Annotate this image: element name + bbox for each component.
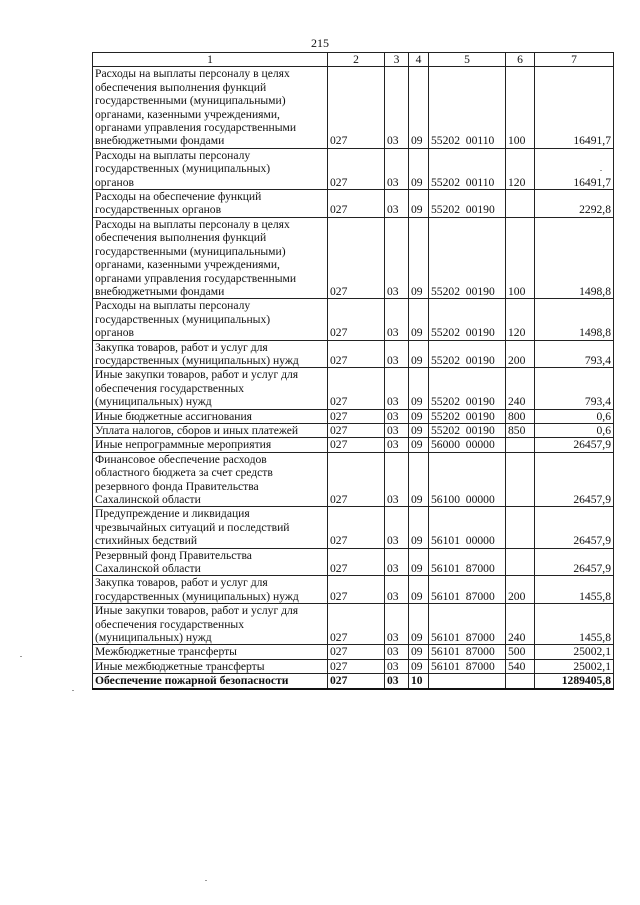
scan-speck [72, 690, 74, 691]
pr-cell: 09 [409, 507, 429, 548]
rz-cell: 03 [385, 438, 409, 452]
pr-cell: 09 [409, 409, 429, 423]
sum-cell: 1455,8 [535, 604, 614, 645]
ved-cell: 027 [328, 674, 385, 689]
pr-cell: 09 [409, 438, 429, 452]
rz-cell: 03 [385, 217, 409, 298]
sum-cell: 16491,7 [535, 67, 614, 148]
header-cell: 3 [385, 53, 409, 67]
sum-cell: 16491,7 [535, 148, 614, 189]
header-cell: 5 [429, 53, 506, 67]
sum-cell: 1498,8 [535, 217, 614, 298]
csr-cell: 56000 00000 [429, 438, 506, 452]
pr-cell: 09 [409, 368, 429, 409]
pr-cell: 09 [409, 340, 429, 368]
pr-cell: 09 [409, 148, 429, 189]
scan-speck [600, 170, 602, 171]
csr-cell: 55202 00190 [429, 217, 506, 298]
rz-cell: 03 [385, 645, 409, 659]
ved-cell: 027 [328, 340, 385, 368]
pr-cell: 09 [409, 190, 429, 218]
item-name-cell: Расходы на выплаты персоналу государственных (муниципальных) органов [93, 299, 328, 340]
sum-cell: 0,6 [535, 409, 614, 423]
rz-cell: 03 [385, 604, 409, 645]
budget-table [92, 52, 614, 690]
vr-cell: 540 [506, 659, 535, 673]
vr-cell: 120 [506, 299, 535, 340]
csr-cell: 56101 87000 [429, 604, 506, 645]
table-row [93, 299, 614, 340]
sum-cell: 793,4 [535, 368, 614, 409]
ved-cell: 027 [328, 299, 385, 340]
ved-cell: 027 [328, 507, 385, 548]
pr-cell: 09 [409, 452, 429, 507]
table-row [93, 67, 614, 148]
vr-cell: 500 [506, 645, 535, 659]
csr-cell: 55202 00190 [429, 190, 506, 218]
csr-cell: 56101 00000 [429, 507, 506, 548]
pr-cell: 10 [409, 674, 429, 689]
table-row [93, 148, 614, 189]
vr-cell: 240 [506, 368, 535, 409]
sum-cell: 0,6 [535, 423, 614, 437]
item-name-cell: Закупка товаров, работ и услуг для государственных (муниципальных) нужд [93, 576, 328, 604]
pr-cell: 09 [409, 423, 429, 437]
header-cell: 4 [409, 53, 429, 67]
sum-cell: 1498,8 [535, 299, 614, 340]
pr-cell: 09 [409, 576, 429, 604]
item-name-cell: Расходы на обеспечение функций государственных органов [93, 190, 328, 218]
csr-cell: 56101 87000 [429, 548, 506, 576]
pr-cell: 09 [409, 217, 429, 298]
item-name-cell: Финансовое обеспечение расходов областного бюджета за счет средств резервного фонда Правительства Сахалинской области [93, 452, 328, 507]
page-number: 215 [311, 36, 329, 50]
rz-cell: 03 [385, 368, 409, 409]
ved-cell: 027 [328, 645, 385, 659]
csr-cell: 56101 87000 [429, 576, 506, 604]
item-name-cell: Межбюджетные трансферты [93, 645, 328, 659]
pr-cell: 09 [409, 548, 429, 576]
csr-cell: 55202 00190 [429, 340, 506, 368]
ved-cell: 027 [328, 452, 385, 507]
table-row [93, 507, 614, 548]
vr-cell: 850 [506, 423, 535, 437]
vr-cell: 100 [506, 67, 535, 148]
item-name-cell: Иные бюджетные ассигнования [93, 409, 328, 423]
table-row [93, 423, 614, 437]
pr-cell: 09 [409, 67, 429, 148]
item-name-cell: Расходы на выплаты персоналу в целях обеспечения выполнения функций государственными (муниципальными) органами, казенными учреждениями, органами управления государственными внебюджетными фондами [93, 217, 328, 298]
sum-cell: 2292,8 [535, 190, 614, 218]
table-row [93, 190, 614, 218]
csr-cell: 55202 00190 [429, 299, 506, 340]
csr-cell: 55202 00190 [429, 423, 506, 437]
csr-cell [429, 674, 506, 689]
item-name-cell: Иные непрограммные мероприятия [93, 438, 328, 452]
ved-cell: 027 [328, 659, 385, 673]
scan-speck [205, 880, 207, 881]
table-row [93, 217, 614, 298]
table-row [93, 438, 614, 452]
table-row [93, 452, 614, 507]
csr-cell: 55202 00110 [429, 67, 506, 148]
pr-cell: 09 [409, 645, 429, 659]
csr-cell: 55202 00110 [429, 148, 506, 189]
vr-cell [506, 190, 535, 218]
table-row [93, 340, 614, 368]
vr-cell [506, 548, 535, 576]
item-name-cell: Расходы на выплаты персоналу государственных (муниципальных) органов [93, 148, 328, 189]
sum-cell: 26457,9 [535, 452, 614, 507]
header-cell: 6 [506, 53, 535, 67]
item-name-cell: Иные межбюджетные трансферты [93, 659, 328, 673]
pr-cell: 09 [409, 604, 429, 645]
ved-cell: 027 [328, 438, 385, 452]
rz-cell: 03 [385, 190, 409, 218]
csr-cell: 55202 00190 [429, 409, 506, 423]
vr-cell: 200 [506, 576, 535, 604]
ved-cell: 027 [328, 148, 385, 189]
vr-cell: 200 [506, 340, 535, 368]
sum-cell: 25002,1 [535, 659, 614, 673]
header-cell: 1 [93, 53, 328, 67]
scan-speck [20, 656, 22, 657]
ved-cell: 027 [328, 217, 385, 298]
item-name-cell: Уплата налогов, сборов и иных платежей [93, 423, 328, 437]
rz-cell: 03 [385, 409, 409, 423]
sum-cell: 26457,9 [535, 438, 614, 452]
item-name-cell: Предупреждение и ликвидация чрезвычайных ситуаций и последствий стихийных бедствий [93, 507, 328, 548]
ved-cell: 027 [328, 67, 385, 148]
rz-cell: 03 [385, 576, 409, 604]
vr-cell: 100 [506, 217, 535, 298]
item-name-cell: Обеспечение пожарной безопасности [93, 674, 328, 689]
rz-cell: 03 [385, 67, 409, 148]
ved-cell: 027 [328, 423, 385, 437]
column-header-row [93, 53, 614, 67]
sum-cell: 1455,8 [535, 576, 614, 604]
item-name-cell: Расходы на выплаты персоналу в целях обеспечения выполнения функций государственными (муниципальными) органами, казенными учреждениями, органами управления государственными внебюджетными фондами [93, 67, 328, 148]
table-row [93, 409, 614, 423]
vr-cell: 240 [506, 604, 535, 645]
rz-cell: 03 [385, 340, 409, 368]
header-cell: 7 [535, 53, 614, 67]
header-cell: 2 [328, 53, 385, 67]
vr-cell [506, 507, 535, 548]
rz-cell: 03 [385, 423, 409, 437]
csr-cell: 55202 00190 [429, 368, 506, 409]
rz-cell: 03 [385, 548, 409, 576]
vr-cell [506, 438, 535, 452]
table-row [93, 368, 614, 409]
sum-cell: 25002,1 [535, 645, 614, 659]
sum-cell: 1289405,8 [535, 674, 614, 689]
ved-cell: 027 [328, 409, 385, 423]
table-row [93, 604, 614, 645]
sum-cell: 26457,9 [535, 507, 614, 548]
sum-cell: 26457,9 [535, 548, 614, 576]
rz-cell: 03 [385, 674, 409, 689]
rz-cell: 03 [385, 659, 409, 673]
table-row [93, 645, 614, 659]
ved-cell: 027 [328, 548, 385, 576]
csr-cell: 56101 87000 [429, 659, 506, 673]
vr-cell: 800 [506, 409, 535, 423]
item-name-cell: Резервный фонд Правительства Сахалинской области [93, 548, 328, 576]
csr-cell: 56100 00000 [429, 452, 506, 507]
total-row [93, 674, 614, 689]
table-row [93, 659, 614, 673]
table-row [93, 548, 614, 576]
item-name-cell: Иные закупки товаров, работ и услуг для обеспечения государственных (муниципальных) нужд [93, 368, 328, 409]
ved-cell: 027 [328, 604, 385, 645]
vr-cell [506, 452, 535, 507]
rz-cell: 03 [385, 452, 409, 507]
item-name-cell: Иные закупки товаров, работ и услуг для обеспечения государственных (муниципальных) нужд [93, 604, 328, 645]
csr-cell: 56101 87000 [429, 645, 506, 659]
rz-cell: 03 [385, 507, 409, 548]
sum-cell: 793,4 [535, 340, 614, 368]
pr-cell: 09 [409, 299, 429, 340]
vr-cell [506, 674, 535, 689]
item-name-cell: Закупка товаров, работ и услуг для государственных (муниципальных) нужд [93, 340, 328, 368]
ved-cell: 027 [328, 576, 385, 604]
pr-cell: 09 [409, 659, 429, 673]
rz-cell: 03 [385, 148, 409, 189]
vr-cell: 120 [506, 148, 535, 189]
ved-cell: 027 [328, 368, 385, 409]
rz-cell: 03 [385, 299, 409, 340]
table-row [93, 576, 614, 604]
ved-cell: 027 [328, 190, 385, 218]
